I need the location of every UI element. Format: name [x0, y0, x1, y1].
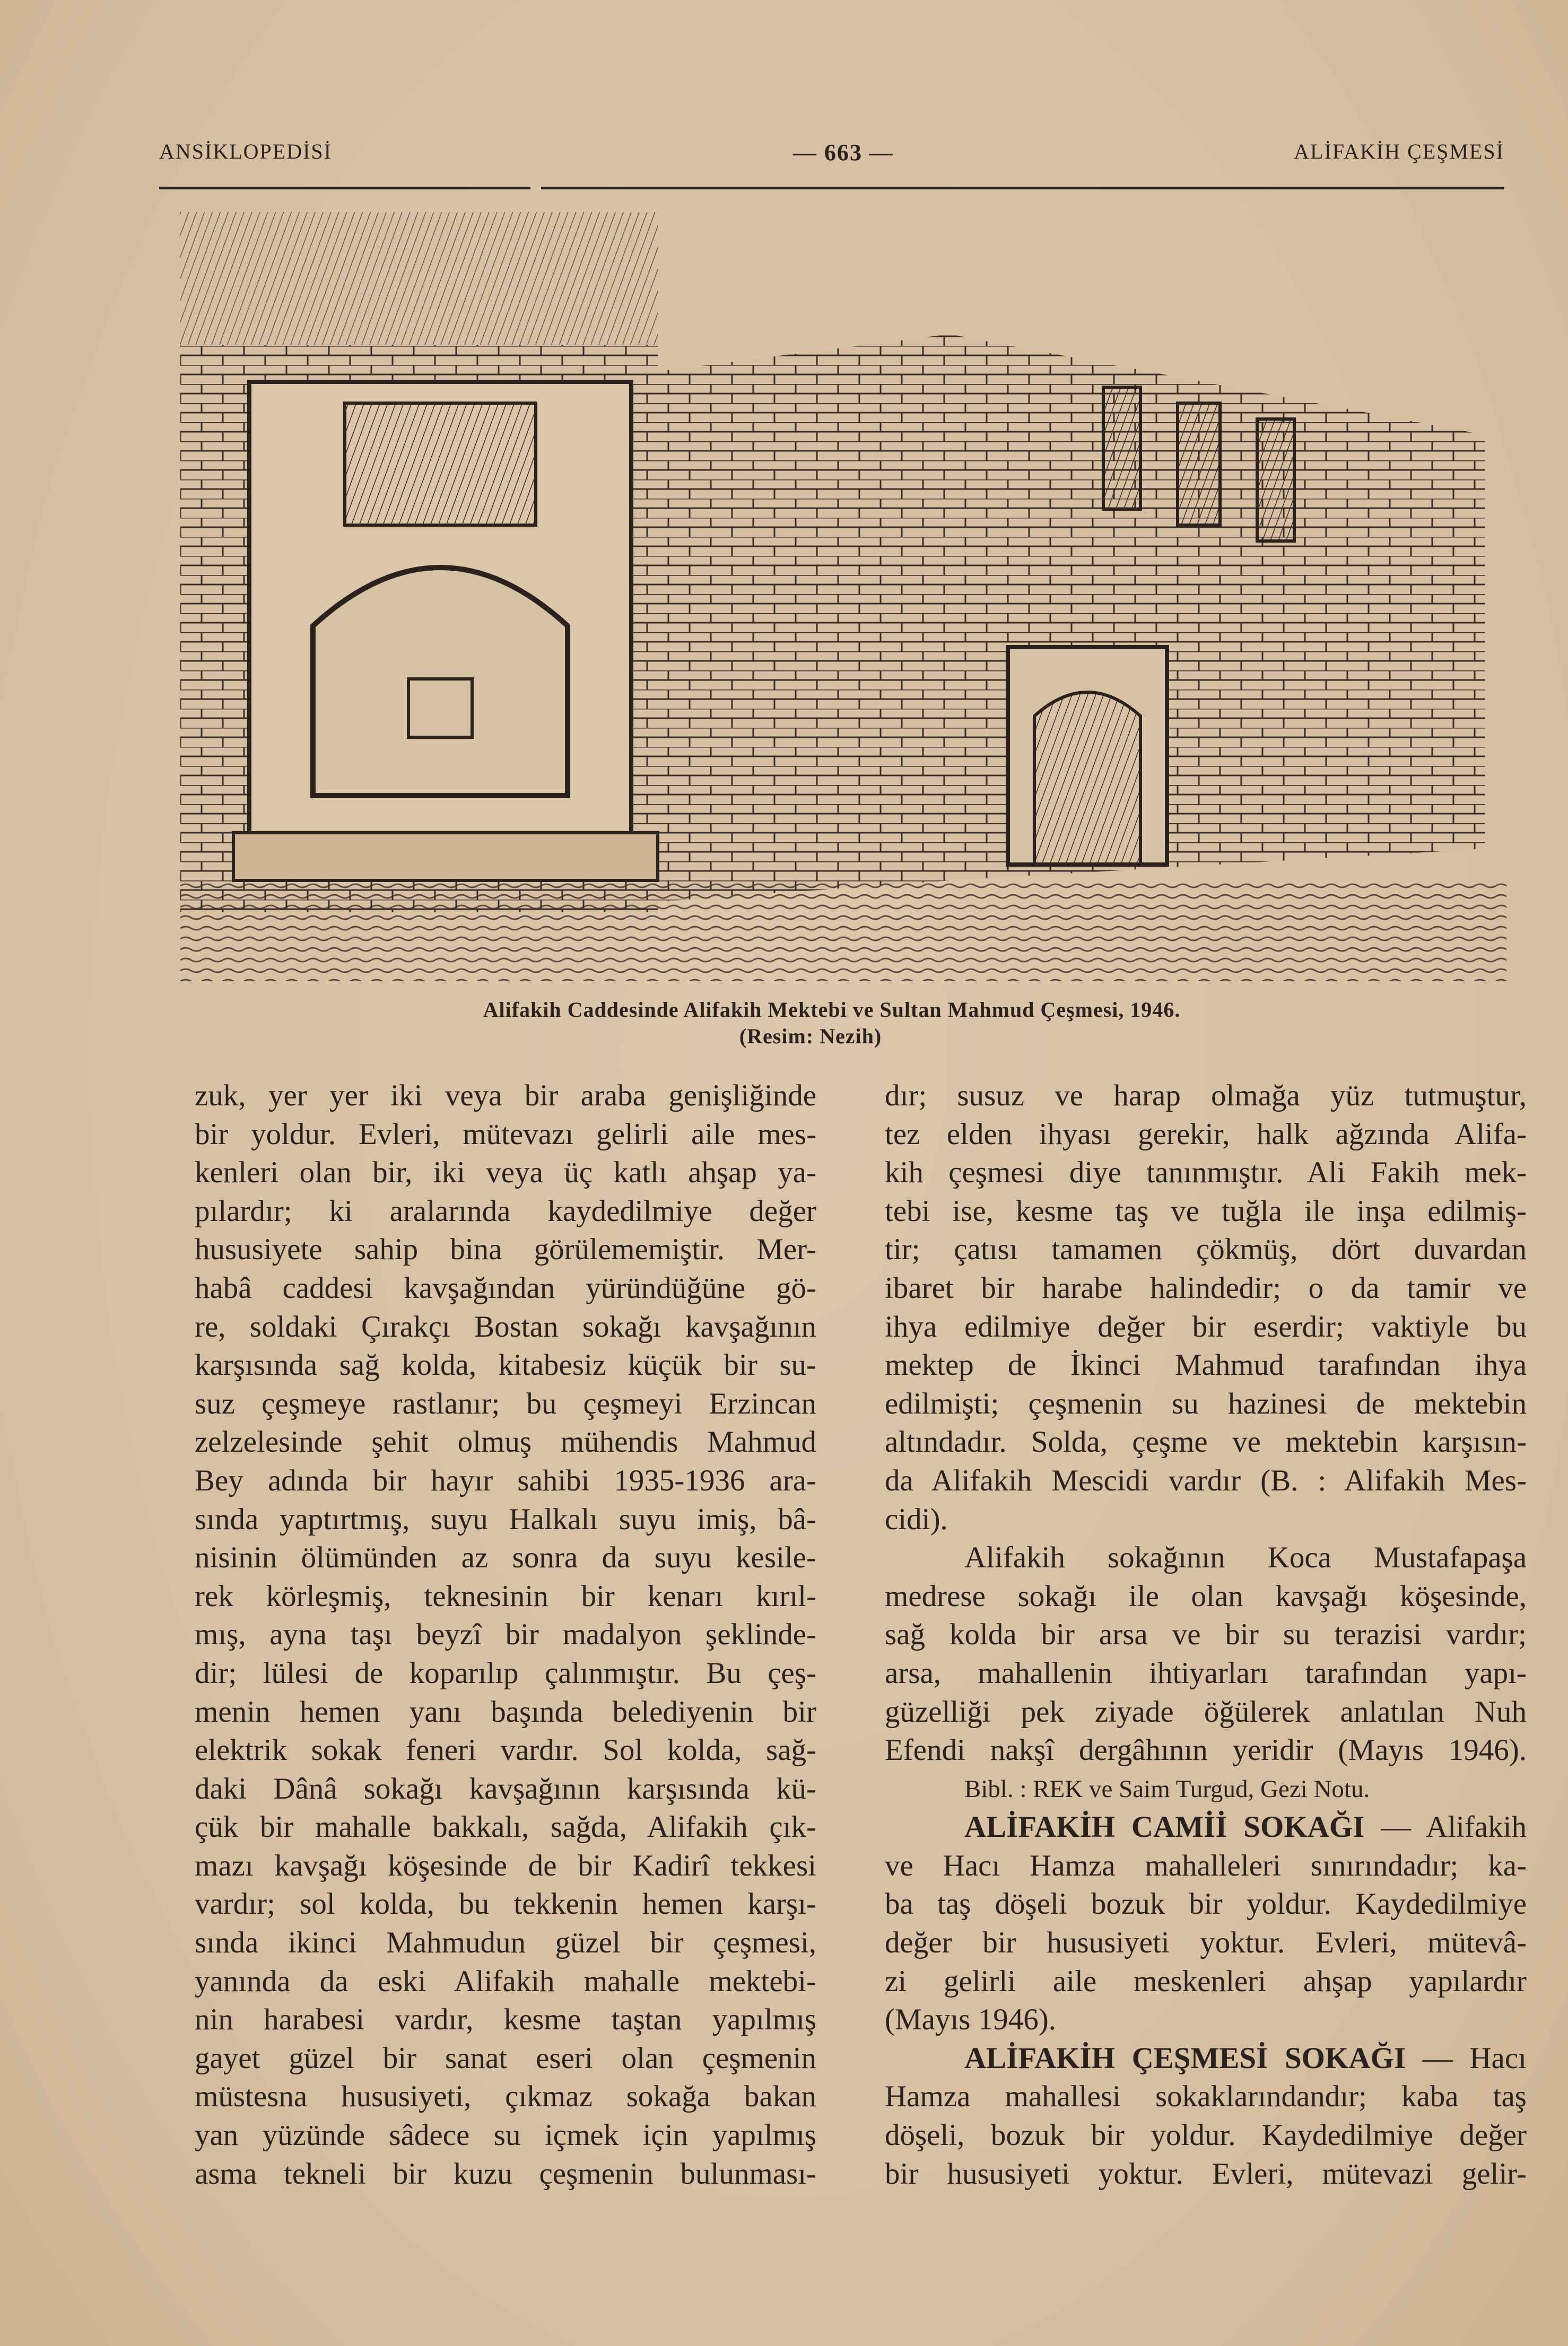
text-line [195, 1192, 816, 1231]
line-text: cidi). [885, 1502, 948, 1536]
line-text: bir hususiyeti yoktur. Evleri, mütevazi gelir- [885, 2157, 1527, 2191]
line-text: çük bir mahalle bakkalı, sağda, Alifakih çık- [195, 1810, 816, 1844]
text-line [885, 1385, 1527, 1424]
text-line [195, 1770, 816, 1809]
line-text: nisinin ölümünden az sonra da suyu kesile- [195, 1541, 816, 1575]
line-text: Efendi nakşî dergâhının yeridir (Mayıs 1946). [885, 1733, 1527, 1767]
line-text: ihya edilmiye değer bir eserdir; vaktiyle bu [885, 1310, 1527, 1344]
text-line [885, 2155, 1527, 2194]
line-text: kih çeşmesi diye tanınmıştır. Ali Fakih mek- [885, 1156, 1527, 1190]
text-line [195, 2155, 816, 2194]
text-line [885, 1501, 1527, 1539]
line-text: asma tekneli bir kuzu çeşmenin bulunması- [195, 2157, 816, 2191]
line-text: altındadır. Solda, çeşme ve mektebin karşısın- [885, 1425, 1527, 1459]
text-line [195, 1269, 816, 1308]
text-line [885, 1308, 1527, 1347]
building-engraving [180, 212, 1506, 981]
line-text: (Mayıs 1946). [885, 2003, 1056, 2037]
line-text: — Alifakih [1364, 1810, 1527, 1844]
line-text: sında ikinci Mahmudun güzel bir çeşmesi, [195, 1926, 816, 1960]
line-text: nin harabesi vardır, kesme taştan yapılmış [195, 2003, 816, 2037]
fountain-trough [233, 833, 658, 880]
text-line [885, 1231, 1527, 1269]
line-text: yanında da eski Alifakih mahalle mektebi- [195, 1964, 816, 1998]
line-text: tir; çatısı tamamen çökmüş, dört duvardan [885, 1233, 1527, 1267]
text-line [195, 1462, 816, 1501]
line-text: arsa, mahallenin ihtiyarları tarafından yapı- [885, 1656, 1527, 1690]
text-line [885, 1462, 1527, 1501]
text-line [885, 1539, 1527, 1577]
line-text: dir; lülesi de koparılıp çalınmıştır. Bu çeş- [195, 1656, 816, 1690]
line-text: vardır; sol kolda, bu tekkenin hemen karşı- [195, 1887, 816, 1921]
line-text: ve Hacı Hamza mahalleleri sınırındadır; ka- [885, 1848, 1527, 1882]
text-line [195, 1731, 816, 1770]
window [1178, 403, 1220, 525]
text-line [885, 1770, 1527, 1809]
text-line [195, 2116, 816, 2155]
street-ground [180, 880, 1506, 981]
text-line [885, 2001, 1527, 2039]
line-text: gayet güzel bir sanat eseri olan çeşmenin [195, 2041, 816, 2075]
line-text: kenleri olan bir, iki veya üç katlı ahşap ya- [195, 1156, 816, 1190]
text-line [195, 1847, 816, 1886]
line-text: yan yüzünde sâdece su içmek için yapılmış [195, 2118, 816, 2152]
line-text: Bey adında bir hayır sahibi 1935-1936 ara- [195, 1463, 816, 1497]
text-line [195, 1501, 816, 1539]
line-text: ba taş döşeli bozuk bir yoldur. Kaydedilmiye [885, 1887, 1527, 1921]
text-line [885, 2078, 1527, 2116]
line-text: Bibl. : REK ve Saim Turgud, Gezi Notu. [964, 1775, 1370, 1803]
line-text: mektep de İkinci Mahmud tarafından ihya [885, 1348, 1527, 1382]
text-line [195, 1308, 816, 1347]
text-line [885, 1423, 1527, 1462]
left-column [195, 1077, 816, 2193]
text-line [195, 1077, 816, 1115]
line-text: tebi ise, kesme taş ve tuğla ile inşa edilmiş- [885, 1194, 1527, 1228]
line-text: Hamza mahallesi sokaklarındandır; kaba taş [885, 2080, 1527, 2114]
line-text: ibaret bir harabe halindedir; o da tamir ve [885, 1271, 1527, 1305]
window [1257, 419, 1294, 541]
text-line [195, 1654, 816, 1693]
text-line [195, 1154, 816, 1192]
entry-heading: ALİFAKİH CAMİİ SOKAĞI [964, 1810, 1365, 1844]
line-text: zuk, yer yer iki veya bir araba genişliğinde [195, 1079, 816, 1112]
line-text: mış, ayna taşı beyzî bir madalyon şeklinde- [195, 1618, 816, 1652]
text-line [195, 1885, 816, 1924]
line-text: döşeli, bozuk bir yoldur. Kaydedilmiye değer [885, 2118, 1527, 2152]
text-line [885, 1731, 1527, 1770]
text-line [885, 1808, 1527, 1847]
line-text: rek körleşmiş, teknesinin bir kenarı kırıl- [195, 1579, 816, 1613]
line-text: habâ caddesi kavşağından yüründüğüne gö- [195, 1271, 816, 1305]
text-line [885, 1346, 1527, 1385]
line-text: sağ kolda bir arsa ve bir su terazisi vardır; [885, 1618, 1527, 1652]
line-text: sında yaptırtmış, suyu Halkalı suyu imiş, bâ- [195, 1502, 816, 1536]
line-text: Alifakih sokağının Koca Mustafapaşa [964, 1541, 1527, 1575]
line-text: suz çeşmeye rastlanır; bu çeşmeyi Erzincan [195, 1386, 816, 1420]
text-line [885, 1654, 1527, 1693]
text-line [195, 2001, 816, 2039]
running-header-right: ALİFAKİH ÇEŞMESİ [1294, 139, 1504, 163]
line-text: re, soldaki Çırakçı Bostan sokağı kavşağının [195, 1310, 816, 1344]
text-line [885, 1192, 1527, 1231]
text-line [195, 1385, 816, 1424]
text-line [195, 1539, 816, 1577]
window [1103, 387, 1140, 509]
header-rule-left [159, 187, 530, 189]
text-line [885, 1577, 1527, 1616]
text-line [195, 1693, 816, 1732]
text-line [195, 1423, 816, 1462]
text-line [195, 2078, 816, 2116]
text-line [885, 1115, 1527, 1154]
line-text: hususiyete sahip bina görülememiştir. Mer- [195, 1233, 816, 1267]
text-line [885, 2116, 1527, 2155]
line-text: mazı kavşağı köşesinde de bir Kadirî tekkesi [195, 1848, 816, 1882]
text-line [195, 1963, 816, 2001]
text-line [195, 1231, 816, 1269]
line-text: daki Dânâ sokağı kavşağının karşısında kü- [195, 1772, 816, 1806]
line-text: — Hacı [1406, 2041, 1527, 2075]
text-line [885, 1885, 1527, 1924]
text-line [885, 1847, 1527, 1886]
line-text: güzelliği pek ziyade öğülerek anlatılan Nuh [885, 1695, 1527, 1729]
text-line [195, 2039, 816, 2078]
text-line [885, 1616, 1527, 1654]
line-text: medrese sokağı ile olan kavşağı köşesinde, [885, 1579, 1527, 1613]
text-line [885, 1154, 1527, 1192]
text-line [195, 1346, 816, 1385]
line-text: menin hemen yanı başında belediyenin bir [195, 1695, 816, 1729]
right-column [885, 1077, 1527, 2193]
fountain-arch [313, 568, 568, 796]
text-line [195, 1616, 816, 1654]
page-number: — 663 — [793, 139, 894, 165]
header-rule-right [541, 187, 1504, 189]
text-line [195, 1577, 816, 1616]
text-line [195, 1115, 816, 1154]
text-line [885, 2039, 1527, 2078]
line-text: bir yoldur. Evleri, mütevazı gelirli aile mes- [195, 1117, 816, 1151]
fountain-grille [345, 403, 536, 525]
line-text: da Alifakih Mescidi vardır (B. : Alifakih Mes- [885, 1463, 1527, 1497]
text-line [195, 1924, 816, 1963]
text-line [885, 1963, 1527, 2001]
line-text: karşısında sağ kolda, kitabesiz küçük bir su- [195, 1348, 816, 1382]
figure-credit: (Resim: Nezih) [739, 1024, 882, 1048]
line-text: değer bir hususiyeti yoktur. Evleri, mütevâ- [885, 1926, 1527, 1960]
line-text: zelzelesinde şehit olmuş mühendis Mahmud [195, 1425, 816, 1459]
figure-caption: Alifakih Caddesinde Alifakih Mektebi ve Sultan Mahmud Çeşmesi, 1946. [483, 998, 1181, 1022]
text-line [885, 1693, 1527, 1732]
text-line [885, 1077, 1527, 1115]
line-text: tez elden ihyası gerekir, halk ağzında Alifa- [885, 1117, 1527, 1151]
line-text: pılardır; ki aralarında kaydedilmiye değer [195, 1194, 816, 1228]
running-header-left: ANSİKLOPEDİSİ [159, 139, 332, 163]
line-text: elektrik sokak feneri vardır. Sol kolda, sağ- [195, 1733, 816, 1767]
line-text: dır; susuz ve harap olmağa yüz tutmuştur, [885, 1079, 1527, 1112]
entry-heading: ALİFAKİH ÇEŞMESİ SOKAĞI [964, 2041, 1406, 2075]
text-line [885, 1269, 1527, 1308]
line-text: müstesna hususiyeti, çıkmaz sokağa bakan [195, 2080, 816, 2114]
line-text: edilmişti; çeşmenin su hazinesi de mektebin [885, 1386, 1527, 1420]
text-line [195, 1808, 816, 1847]
line-text: zi gelirli aile meskenleri ahşap yapılardır [885, 1964, 1527, 1998]
text-line [885, 1924, 1527, 1963]
